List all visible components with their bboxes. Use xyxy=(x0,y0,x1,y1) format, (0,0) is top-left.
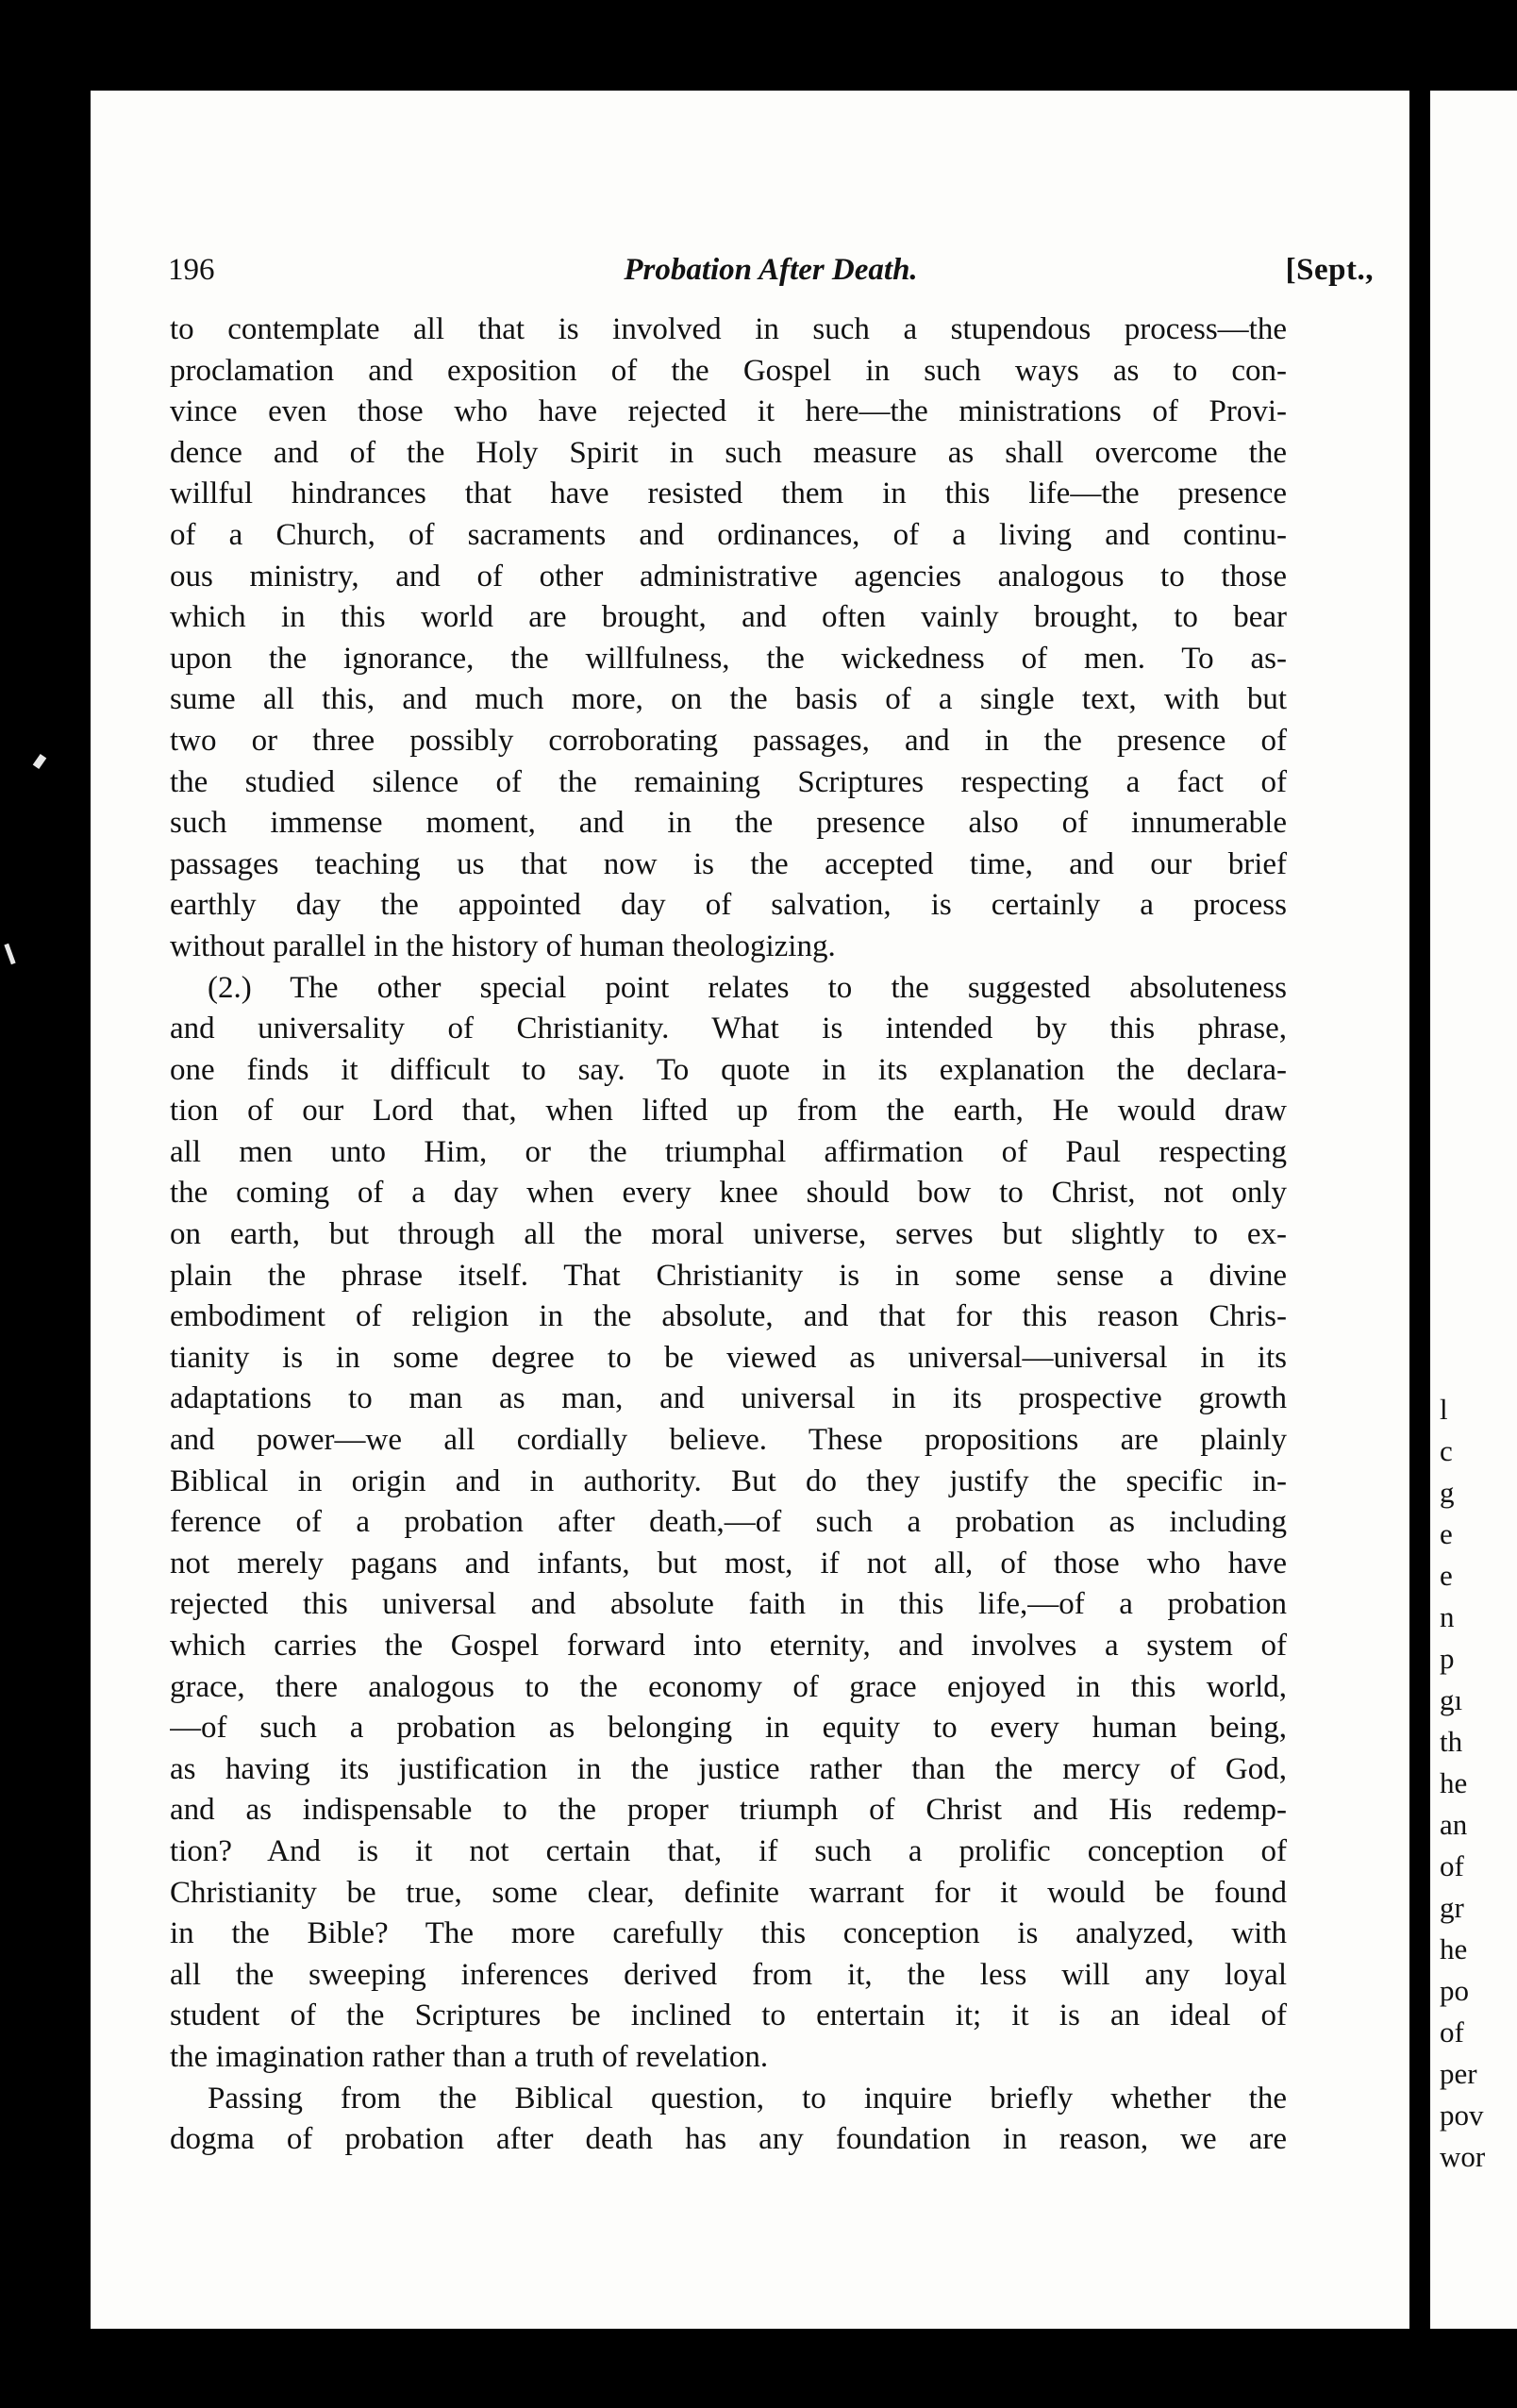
running-title: Probation After Death. xyxy=(624,253,918,287)
text-line: Christianity be true, some clear, definite warrant for it would be found xyxy=(170,1875,1287,1910)
scan-speck xyxy=(33,754,47,769)
adjacent-page-fragment: he xyxy=(1440,1766,1468,1799)
text-line: dogma of probation after death has any foundation in reason, we are xyxy=(170,2122,1287,2157)
text-line: to contemplate all that is involved in such a stupendous process—the xyxy=(170,312,1287,346)
body-text xyxy=(170,309,1287,2161)
adjacent-page-fragment: per xyxy=(1440,2057,1477,2090)
text-line: without parallel in the history of human theologizing. xyxy=(170,928,836,963)
adjacent-page-fragment: an xyxy=(1440,1808,1468,1841)
adjacent-page-fragment: th xyxy=(1440,1725,1463,1758)
adjacent-page-fragment: p xyxy=(1440,1642,1455,1675)
adjacent-page-fragment: n xyxy=(1440,1600,1455,1633)
page-number: 196 xyxy=(168,253,215,287)
text-line: tion of our Lord that, when lifted up from the earth, He would draw xyxy=(170,1094,1287,1129)
text-line: student of the Scriptures be inclined to entertain it; it is an ideal of xyxy=(170,1998,1287,2033)
text-line: adaptations to man as man, and universal in its prospective growth xyxy=(170,1381,1287,1416)
text-line: one finds it difficult to say. To quote in its explanation the declara- xyxy=(170,1052,1287,1087)
text-line: proclamation and exposition of the Gospel in such ways as to con- xyxy=(170,353,1287,388)
running-head xyxy=(168,253,1374,300)
adjacent-page-fragment: po xyxy=(1440,1974,1469,2007)
adjacent-page-fragment: e xyxy=(1440,1559,1453,1592)
text-line: ference of a probation after death,—of such a probation as including xyxy=(170,1505,1287,1540)
text-line: such immense moment, and in the presence also of innumerable xyxy=(170,806,1287,841)
text-line: upon the ignorance, the willfulness, the wickedness of men. To as- xyxy=(170,641,1287,676)
text-line: as having its justification in the justice rather than the mercy of God, xyxy=(170,1751,1287,1786)
adjacent-page-fragment: gı xyxy=(1440,1683,1463,1716)
text-line: and universality of Christianity. What is intended by this phrase, xyxy=(170,1012,1287,1046)
text-line: which in this world are brought, and often vainly brought, to bear xyxy=(170,600,1287,635)
adjacent-page-fragment: wor xyxy=(1440,2140,1486,2173)
text-line: passages teaching us that now is the accepted time, and our brief xyxy=(170,846,1287,881)
adjacent-page-fragment: g xyxy=(1440,1476,1455,1509)
text-line: Biblical in origin and in authority. But do they justify the specific in- xyxy=(170,1463,1287,1498)
text-line: sume all this, and much more, on the basis of a single text, with but xyxy=(170,682,1287,717)
text-line: earthly day the appointed day of salvation, is certainly a process xyxy=(170,888,1287,923)
adjacent-page-fragment: of xyxy=(1440,2015,1464,2048)
text-line: tianity is in some degree to be viewed as universal—universal in its xyxy=(170,1340,1287,1375)
text-line: all men unto Him, or the triumphal affirmation of Paul respecting xyxy=(170,1134,1287,1169)
text-line: willful hindrances that have resisted them in this life—the presence xyxy=(170,477,1287,511)
text-line: —of such a probation as belonging in equity to every human being, xyxy=(170,1711,1287,1746)
text-line: the imagination rather than a truth of revelation. xyxy=(170,2039,769,2074)
adjacent-page-fragment: he xyxy=(1440,1932,1468,1965)
section-date: [Sept., xyxy=(1285,253,1374,287)
adjacent-page-fragment: gr xyxy=(1440,1891,1464,1924)
adjacent-page-fragment: c xyxy=(1440,1434,1453,1467)
text-line: all the sweeping inferences derived from it, the less will any loyal xyxy=(170,1957,1287,1992)
adjacent-page-fragment: of xyxy=(1440,1849,1464,1882)
text-line: of a Church, of sacraments and ordinances, of a living and continu- xyxy=(170,517,1287,552)
text-line: which carries the Gospel forward into eternity, and involves a system of xyxy=(170,1629,1287,1663)
text-line: the studied silence of the remaining Scriptures respecting a fact of xyxy=(170,764,1287,799)
text-line: grace, there analogous to the economy of grace enjoyed in this world, xyxy=(170,1669,1287,1704)
text-line: rejected this universal and absolute faith in this life,—of a probation xyxy=(170,1587,1287,1622)
text-line: in the Bible? The more carefully this conception is analyzed, with xyxy=(170,1916,1287,1951)
adjacent-page-fragment: l xyxy=(1440,1393,1448,1426)
adjacent-page-edge xyxy=(1430,91,1517,2329)
text-line: embodiment of religion in the absolute, and that for this reason Chris- xyxy=(170,1299,1287,1334)
text-line: not merely pagans and infants, but most, if not all, of those who have xyxy=(170,1546,1287,1580)
text-line: on earth, but through all the moral universe, serves but slightly to ex- xyxy=(170,1217,1287,1252)
text-line: tion? And is it not certain that, if such a prolific conception of xyxy=(170,1833,1287,1868)
text-line: two or three possibly corroborating passages, and in the presence of xyxy=(170,723,1287,758)
text-line: ous ministry, and of other administrative agencies analogous to those xyxy=(170,559,1287,594)
text-line: the coming of a day when every knee should bow to Christ, not only xyxy=(170,1176,1287,1211)
adjacent-page-fragment: pov xyxy=(1440,2099,1484,2132)
text-line: and power—we all cordially believe. These propositions are plainly xyxy=(170,1423,1287,1458)
text-line: vince even those who have rejected it here—the ministrations of Provi- xyxy=(170,394,1287,429)
text-line: plain the phrase itself. That Christianity is in some sense a divine xyxy=(170,1258,1287,1293)
adjacent-page-fragment: e xyxy=(1440,1517,1453,1550)
scan-speck xyxy=(4,944,15,964)
text-line: (2.) The other special point relates to the suggested absoluteness xyxy=(208,970,1287,1005)
text-line: Passing from the Biblical question, to inquire briefly whether the xyxy=(208,2081,1287,2115)
text-line: dence and of the Holy Spirit in such measure as shall overcome the xyxy=(170,435,1287,470)
text-line: and as indispensable to the proper triumph of Christ and His redemp- xyxy=(170,1793,1287,1828)
